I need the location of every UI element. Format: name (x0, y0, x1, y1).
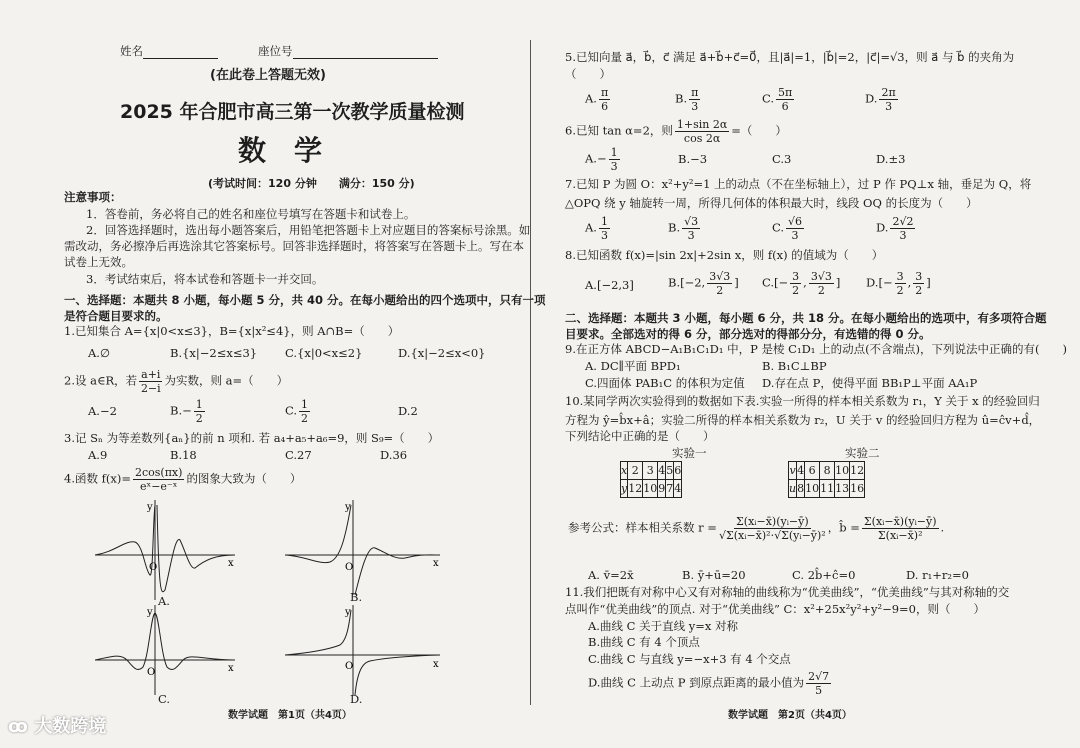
svg-text:y: y (345, 607, 351, 618)
q8-option-d: D.[− $\frac{3}{2}$ , $\frac{3}{2}$ ] (866, 270, 931, 297)
seat-label: 座位号 (258, 44, 293, 58)
q2-option-c: C. $\frac{1}{2}$ (285, 398, 309, 425)
table-row (789, 480, 865, 498)
table-cell: 12 (850, 462, 865, 480)
table-row (621, 480, 682, 498)
section-1-heading-2: 是符合题目要求的。 (64, 309, 168, 323)
q8-stem: 8.已知函数 f(x)=|sin 2x|+2sin x，则 f(x) 的值域为（ ） (565, 248, 884, 262)
table-cell: 9 (658, 480, 666, 498)
q3-option-c: C.27 (285, 448, 312, 462)
table-cell: 10 (805, 480, 820, 498)
q8-option-a: A.[−2,3] (585, 278, 634, 292)
table-cell: 8 (820, 462, 835, 480)
svg-text:O: O (345, 661, 354, 672)
q2-option-b: B.− $\frac{1}{2}$ (170, 398, 203, 425)
svg-text:x: x (228, 558, 234, 569)
seat-field (258, 44, 438, 59)
q9-option-a: A. DC∥平面 BPD₁ (585, 359, 681, 373)
q6-option-d: D.±3 (876, 152, 906, 166)
q5-option-a: A. $\frac{\pi}{6}$ (585, 86, 609, 113)
q2-option-a: A.−2 (88, 404, 117, 418)
q7-line-2: △OPQ 绕 y 轴旋转一周，所得几何体的体积最大时，线段 OQ 的长度为（ ） (565, 196, 978, 210)
exam-title: 2025 年合肥市高三第一次教学质量检测 (120, 101, 465, 123)
table-row (789, 462, 865, 480)
note-item: 需改动，务必擦净后再选涂其它答案标号。回答非选择题时，将答案写在答题卡上。写在本 (64, 239, 524, 253)
table-cell: 4 (658, 462, 666, 480)
table-row (621, 462, 682, 480)
svg-text:O: O (149, 562, 158, 573)
q5-option-d: D. $\frac{2\pi}{3}$ (865, 86, 896, 113)
svg-text:x: x (433, 558, 439, 569)
table-cell: 4 (674, 480, 682, 498)
table-cell: 4 (797, 462, 805, 480)
q8-option-c: C.[− $\frac{3}{2}$ , $\frac{3√3}{2}$ ] (762, 270, 841, 297)
q5-paren: （ ） (565, 67, 611, 81)
table-1-title: 实验一 (672, 446, 707, 460)
graph-a (95, 500, 240, 600)
name-label: 姓名 (120, 44, 143, 58)
table-cell: 2 (628, 462, 643, 480)
table-cell: 8 (797, 480, 805, 498)
note-item: 试卷上无效。 (64, 255, 133, 269)
svg-text:O: O (147, 667, 156, 678)
q7-option-d: D. $\frac{2√2}{3}$ (876, 215, 914, 242)
graph-d-label: D. (350, 692, 363, 706)
svg-text:x: x (433, 659, 439, 670)
table-cell: 13 (835, 480, 850, 498)
q11-option-b: B.曲线 C 有 4 个顶点 (588, 635, 700, 649)
q6-option-c: C.3 (772, 152, 792, 166)
graph-b-label: B. (350, 590, 363, 604)
svg-text:O: O (345, 562, 354, 573)
q10-option-b: B. ȳ+ū=20 (682, 568, 746, 582)
q11-line-2: 点叫作“优美曲线”的顶点. 对于“优美曲线” C：x²+25x²y²+y²−9=0，则（ ） (565, 602, 985, 616)
q3-option-d: D.36 (380, 448, 408, 462)
q2-stem: 2.设 a∈R，若 $\frac{a+i}{2-i}$ 为实数，则 a=（ ） (64, 368, 289, 395)
q7-line-1: 7.已知 P 为圆 O：x²+y²=1 上的动点（不在坐标轴上），过 P 作 PQ⊥x 轴，垂足为 Q，将 (565, 177, 1032, 191)
footer-page-2: 数学试题 第2页（共4页） (728, 710, 852, 721)
watermark-logo-icon: ꝏ (8, 716, 28, 737)
q1-stem: 1.已知集合 A={x|0<x≤3}，B={x|x²≤4}，则 A∩B=（ ） (64, 324, 400, 338)
note-item: 3．考试结束后，将本试卷和答题卡一并交回。 (86, 272, 324, 286)
svg-text:y: y (147, 607, 153, 618)
table-1 (620, 461, 682, 498)
note-item: 1．答卷前，务必将自己的姓名和座位号填写在答题卡和试卷上。 (86, 207, 416, 221)
q7-option-c: C. $\frac{√6}{3}$ (772, 215, 803, 242)
q5-option-b: B. $\frac{\pi}{3}$ (675, 86, 699, 113)
table-cell: 3 (643, 462, 658, 480)
q2-option-d: D.2 (398, 404, 418, 418)
table-2-title: 实验二 (845, 446, 880, 460)
q10-line-2: 方程为 ŷ=b̂x+â；实验二所得的样本相关系数为 r₂，U 关于 v 的经验回归方程为 û=ĉv+d̂， (565, 413, 1041, 427)
q10-line-1: 10.某同学两次实验得到的数据如下表.实验一所得的样本相关系数为 r₁，Y 关于 x 的经验回归 (565, 394, 1040, 408)
section-1-heading: 一、选择题：本题共 8 小题，每小题 5 分，共 40 分。在每小题给出的四个选项中，只有一项 (64, 293, 546, 307)
svg-text:x: x (228, 663, 234, 674)
graph-c (95, 605, 240, 695)
graph-d (285, 605, 445, 695)
q7-option-b: B. $\frac{√3}{3}$ (668, 215, 699, 242)
q7-option-a: A. $\frac{1}{3}$ (585, 215, 608, 242)
table-2 (788, 461, 865, 498)
q6-option-b: B.−3 (678, 152, 708, 166)
table-cell: 6 (805, 462, 820, 480)
q9-option-b: B. B₁C⊥BP (762, 359, 827, 373)
q5-stem: 5.已知向量 a⃗，b⃗，c⃗ 满足 a⃗+b⃗+c⃗=0⃗，且|a⃗|=1，|b⃗|=2，|c⃗|=√3，则 a⃗ 与 b⃗ 的夹角为 (565, 50, 1015, 64)
table-cell: v (789, 462, 797, 480)
q9-stem: 9.在正方体 ABCD−A₁B₁C₁D₁ 中，P 是棱 C₁D₁ 上的动点(不含端点)，下列说法中正确的有( ) (565, 342, 1068, 356)
watermark: ꝏ 大数跨境 (8, 716, 107, 737)
q4-stem: 4.函数 f(x)= $\frac{2\cos(\pi x)}{\text{eˣ−e⁻ˣ}}$ 的图象大致为（ ） (64, 466, 302, 493)
q3-stem: 3.记 Sₙ 为等差数列{aₙ}的前 n 项和. 若 a₄+a₅+a₆=9，则 S₉=（ ） (64, 431, 440, 445)
q8-option-b: B.[−2, $\frac{3√3}{2}$ ] (668, 270, 739, 297)
graph-b (285, 500, 445, 595)
page-divider (530, 40, 531, 705)
subject-title: 数 学 (238, 134, 323, 167)
q11-option-c: C.曲线 C 与直线 y=−x+3 有 4 个交点 (588, 652, 791, 666)
invalid-note: (在此卷上答题无效) (210, 68, 326, 83)
table-cell: u (789, 480, 797, 498)
note-item: 2．回答选择题时，选出每小题答案后，用铅笔把答题卡上对应题目的答案标号涂黑。如 (86, 223, 531, 237)
q1-option-b: B.{x|−2≤x≤3} (170, 346, 258, 360)
svg-text:y: y (345, 502, 351, 513)
table-cell: 12 (628, 480, 643, 498)
svg-text:y: y (147, 502, 153, 513)
q10-line-3: 下列结论中正确的是（ ） (565, 429, 715, 443)
q3-option-b: B.18 (170, 448, 197, 462)
notes-heading: 注意事项： (64, 190, 122, 204)
table-cell: 16 (850, 480, 865, 498)
q3-option-a: A.9 (88, 448, 108, 462)
name-field (120, 44, 218, 59)
q11-line-1: 11.我们把既有对称中心又有对称轴的曲线称为“优美曲线”，“优美曲线”与其对称轴的交 (565, 585, 1010, 599)
table-cell: 10 (835, 462, 850, 480)
graph-a-label: A. (158, 594, 170, 608)
q10-option-d: D. r₁+r₂=0 (906, 568, 969, 582)
footer-page-1: 数学试题 第1页（共4页） (228, 710, 352, 721)
table-cell: 5 (666, 462, 674, 480)
table-cell: 10 (643, 480, 658, 498)
q11-option-d: D.曲线 C 上动点 P 到原点距离的最小值为 $\frac{2√7}{5}$ (588, 670, 830, 697)
table-cell: 7 (666, 480, 674, 498)
q9-option-c: C.四面体 PAB₁C 的体积为定值 (585, 376, 745, 390)
section-2-heading: 二、选择题：本题共 3 小题，每小题 6 分，共 18 分。在每小题给出的选项中，有多项符合题 (565, 311, 1047, 325)
table-cell: x (621, 462, 628, 480)
q1-option-d: D.{x|−2≤x<0} (398, 346, 486, 360)
q11-option-a: A.曲线 C 关于直线 y=x 对称 (588, 619, 738, 633)
q1-option-c: C.{x|0<x≤2} (285, 346, 363, 360)
q6-stem: 6.已知 tan α=2，则 $\frac{1+\sin 2\alpha}{\cos 2\alpha}$ =（ ） (565, 118, 787, 145)
table-cell: 11 (820, 480, 835, 498)
section-2-heading-2: 目要求。全部选对的得 6 分，部分选对的得部分分，有选错的得 0 分。 (565, 327, 931, 341)
reference-formula: 参考公式：样本相关系数 r = $\frac{\text{Σ(xᵢ−x̄)(yᵢ−ȳ)}}{\text{√Σ(xᵢ−x̄)²·√Σ(yᵢ−ȳ)²}}$ ，b̂ = $\frac{\text{Σ(xᵢ−x̄)(yᵢ−ȳ)}}{\text{Σ(xᵢ−x̄)²}}$ . (568, 515, 945, 542)
q5-option-c: C. $\frac{5\pi}{6}$ (762, 86, 793, 113)
table-cell: 6 (674, 462, 682, 480)
q6-option-a: A.− $\frac{1}{3}$ (585, 146, 618, 173)
table-cell: y (621, 480, 628, 498)
q10-option-a: A. v̄=2x̄ (588, 568, 634, 582)
q9-option-d: D.存在点 P，使得平面 BB₁P⊥平面 AA₁P (762, 376, 978, 390)
q1-option-a: A.∅ (88, 346, 110, 360)
exam-info: (考试时间：120 分钟 满分：150 分) (208, 177, 415, 190)
q10-option-c: C. 2b̂+ĉ=0 (792, 568, 856, 582)
graph-c-label: C. (158, 692, 171, 706)
